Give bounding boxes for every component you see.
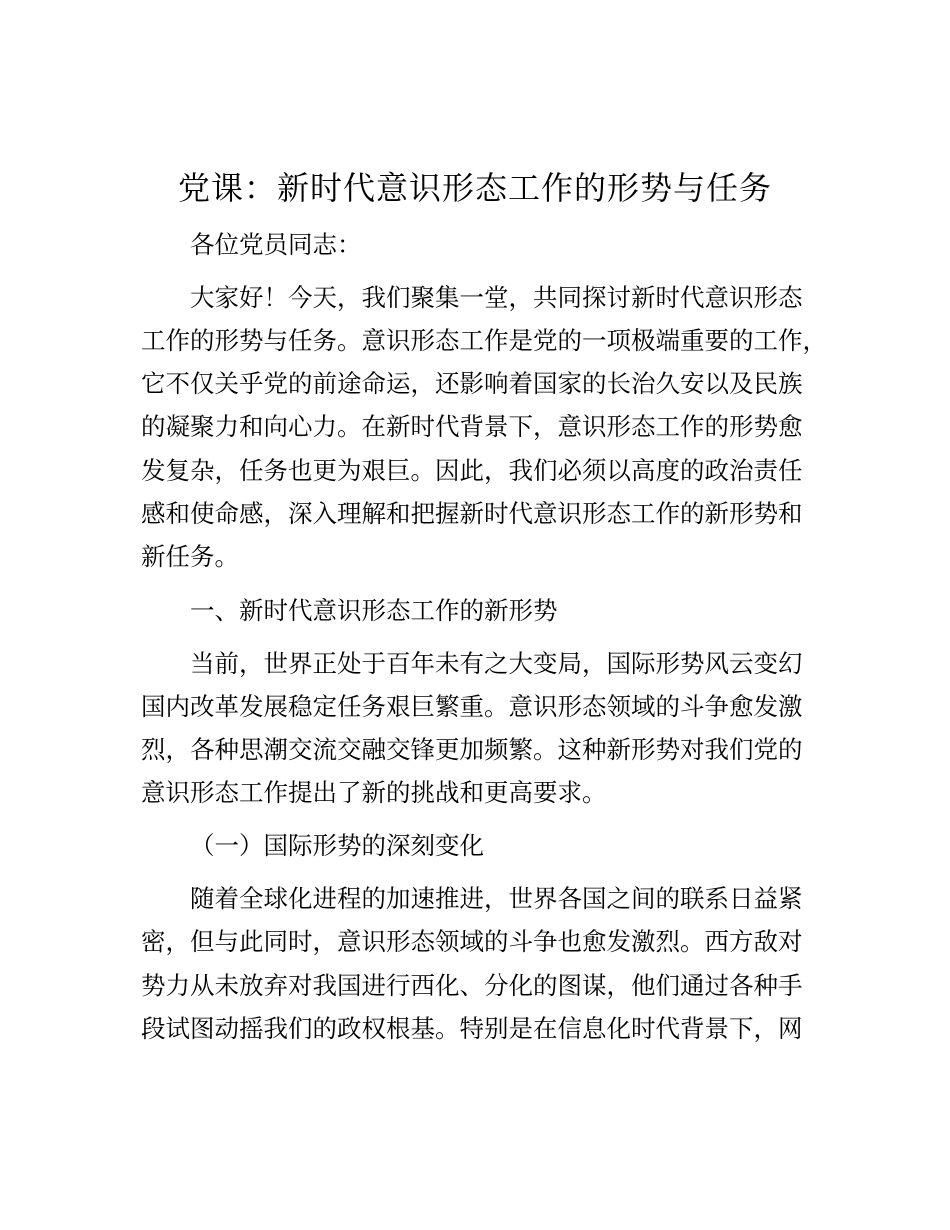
paragraph-line: 工作的形势与任务。意识形态工作是党的一项极端重要的工作， xyxy=(141,326,827,355)
paragraph-line: 的凝聚力和向心力。在新时代背景下，意识形态工作的形势愈 xyxy=(141,412,803,441)
salutation: 各位党员同志： xyxy=(190,230,362,259)
paragraph-line: 国内改革发展稳定任务艰巨繁重。意识形态领域的斗争愈发激 xyxy=(141,692,803,721)
paragraph-line: 大家好！今天，我们聚集一堂，共同探讨新时代意识形态 xyxy=(190,283,803,312)
paragraph-line: 感和使命感，深入理解和把握新时代意识形态工作的新形势和 xyxy=(141,499,803,528)
paragraph-line: 烈，各种思潮交流交融交锋更加频繁。这种新形势对我们党的 xyxy=(141,735,803,764)
paragraph-line: 密，但与此同时，意识形态领域的斗争也愈发激烈。西方敌对 xyxy=(141,927,803,956)
paragraph-line: 当前，世界正处于百年未有之大变局，国际形势风云变幻 xyxy=(190,649,803,678)
paragraph-line: 段试图动摇我们的政权根基。特别是在信息化时代背景下，网 xyxy=(141,1014,803,1043)
paragraph-line: 势力从未放弃对我国进行西化、分化的图谋，他们通过各种手 xyxy=(141,971,803,1000)
document-title: 党课：新时代意识形态工作的形势与任务 xyxy=(177,169,772,207)
paragraph-line: 新任务。 xyxy=(141,542,239,571)
paragraph-line: 随着全球化进程的加速推进，世界各国之间的联系日益紧 xyxy=(190,884,803,913)
paragraph-line: 意识形态工作提出了新的挑战和更高要求。 xyxy=(141,778,607,807)
subsection-heading: （一）国际形势的深刻变化 xyxy=(190,831,484,860)
paragraph-line: 它不仅关乎党的前途命运，还影响着国家的长治久安以及民族 xyxy=(141,369,803,398)
paragraph-line: 发复杂，任务也更为艰巨。因此，我们必须以高度的政治责任 xyxy=(141,456,803,485)
section-heading: 一、新时代意识形态工作的新形势 xyxy=(190,596,558,625)
